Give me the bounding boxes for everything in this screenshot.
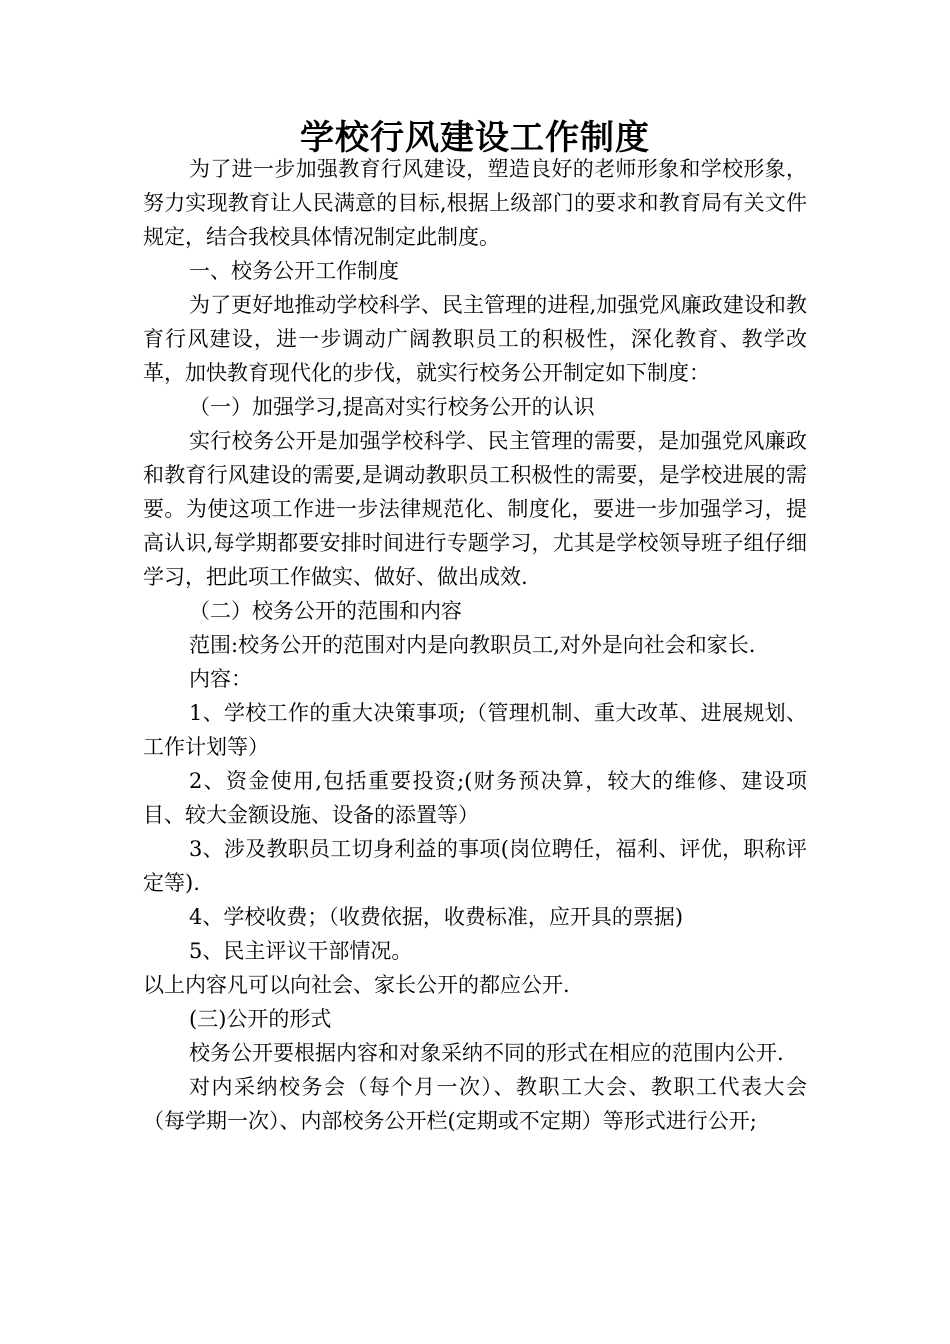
list-item: 5、民主评议干部情况。 <box>189 939 413 963</box>
paragraph: 内容： <box>189 667 252 691</box>
document-title: 学校行风建设工作制度 <box>300 118 650 158</box>
list-item: 3、涉及教职员工切身利益的事项(岗位聘任，福利、评优，职称评定等). <box>143 837 807 895</box>
paragraph: 实行校务公开是加强学校科学、民主管理的需要，是加强党风廉政和教育行风建设的需要,是调动教职员工积极性的需要，是学校进展的需要。为使这项工作进一步法律规范化、制度化，要进一步加强学习，提高认识,每学期都要安排时间进行专题学习，尤其是学校领导班子组仔细学习，把此项工作做实、做好、做出成效. <box>143 429 807 589</box>
list-item: 2、资金使用,包括重要投资;(财务预决算，较大的维修、建设项目、较大金额设施、设备的添置等） <box>143 769 807 827</box>
paragraph: 以上内容凡可以向社会、家长公开的都应公开. <box>143 973 570 997</box>
section-heading: 一、校务公开工作制度 <box>189 259 399 283</box>
paragraph: 对内采纳校务会（每个月一次）、教职工大会、教职工代表大会（每学期一次）、内部校务公开栏(定期或不定期）等形式进行公开; <box>143 1075 807 1133</box>
list-item: 1、学校工作的重大决策事项;（管理机制、重大改革、进展规划、工作计划等） <box>143 701 807 759</box>
paragraph: 为了更好地推动学校科学、民主管理的进程,加强党风廉政建设和教育行风建设，进一步调动广阔教职员工的积极性，深化教育、教学改革，加快教育现代化的步伐，就实行校务公开制定如下制度： <box>143 293 807 385</box>
document-body <box>143 152 807 1138</box>
subsection-heading: (三)公开的形式 <box>189 1007 332 1031</box>
subsection-heading: （二）校务公开的范围和内容 <box>189 599 462 623</box>
paragraph: 为了进一步加强教育行风建设，塑造良好的老师形象和学校形象，努力实现教育让人民满意的目标,根据上级部门的要求和教育局有关文件规定，结合我校具体情况制定此制度。 <box>143 157 807 249</box>
list-item: 4、学校收费；（收费依据，收费标准，应开具的票据) <box>189 905 684 929</box>
paragraph: 校务公开要根据内容和对象采纳不同的形式在相应的范围内公开. <box>189 1041 784 1065</box>
paragraph: 范围:校务公开的范围对内是向教职员工,对外是向社会和家长. <box>189 633 756 657</box>
subsection-heading: （一）加强学习,提高对实行校务公开的认识 <box>189 395 595 419</box>
